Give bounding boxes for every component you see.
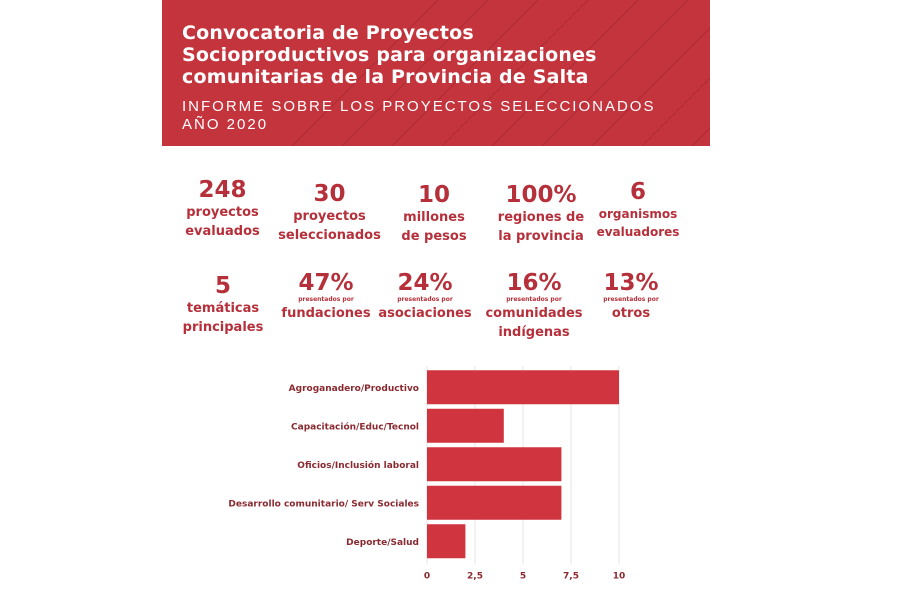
stat-label: proyectos <box>186 205 259 220</box>
bar <box>427 447 561 481</box>
x-tick-label: 7,5 <box>563 571 579 582</box>
stat-small-note: presentados por <box>506 296 562 303</box>
bar <box>427 486 561 520</box>
stat-label: temáticas <box>186 301 260 316</box>
title-line: comunitarias de la Provincia de Salta <box>182 66 589 88</box>
x-tick-label: 10 <box>612 571 626 582</box>
bar <box>427 409 504 443</box>
header-banner <box>162 0 710 146</box>
stat-organismos-evaluadores <box>590 179 686 241</box>
stat-small-note: presentados por <box>298 296 354 303</box>
stat-label: millones <box>403 210 465 225</box>
stat-label: fundaciones <box>281 306 371 321</box>
x-tick-label: 5 <box>519 571 527 582</box>
stat-comunidades-indigenas <box>482 270 586 342</box>
stat-proyectos-evaluados <box>170 177 275 241</box>
category-label: Oficios/Inclusión laboral <box>297 460 419 471</box>
category-label: Capacitación/Educ/Tecnol <box>291 422 419 433</box>
stat-value: 5 <box>214 273 231 299</box>
stat-label: comunidades <box>485 306 583 321</box>
stat-fundaciones <box>276 270 376 323</box>
stat-label: la provincia <box>498 229 584 244</box>
stat-label: seleccionados <box>278 228 381 243</box>
category-label: Deporte/Salud <box>346 537 419 548</box>
stat-label: indígenas <box>498 325 570 340</box>
stat-label: otros <box>611 306 651 321</box>
stat-label: proyectos <box>293 209 366 224</box>
stat-label: regiones de <box>497 210 585 225</box>
x-tick-label: 0 <box>423 571 431 582</box>
category-label: Desarrollo comunitario/ Serv Sociales <box>228 499 419 510</box>
stat-value: 47% <box>298 270 354 296</box>
stat-value: 30 <box>313 181 346 207</box>
page-subtitle <box>182 98 702 134</box>
stat-value: 10 <box>417 182 450 208</box>
bar <box>427 370 619 404</box>
x-tick-label: 2,5 <box>467 571 483 582</box>
stat-label: organismos <box>598 207 678 221</box>
stat-value: 16% <box>506 270 562 296</box>
stat-label: principales <box>182 320 264 335</box>
stat-value: 6 <box>629 179 646 205</box>
stat-label: evaluados <box>185 224 260 239</box>
stat-value: 13% <box>603 270 659 296</box>
bar <box>427 524 465 558</box>
category-label: Agroganadero/Productivo <box>288 383 419 394</box>
stat-millones-de-pesos <box>388 182 480 246</box>
stat-value: 248 <box>198 177 247 203</box>
stat-small-note: presentados por <box>603 296 659 303</box>
stat-label: asociaciones <box>378 306 472 321</box>
stat-value: 100% <box>505 182 577 208</box>
page-title <box>182 22 702 88</box>
stat-otros <box>586 270 676 323</box>
stat-value: 24% <box>397 270 453 296</box>
stat-small-note: presentados por <box>397 296 453 303</box>
subtitle-line: INFORME SOBRE LOS PROYECTOS SELECCIONADOS <box>182 98 656 115</box>
stat-regiones <box>492 182 590 246</box>
stat-label: evaluadores <box>596 225 680 239</box>
stat-tematicas <box>175 273 271 337</box>
title-line: Convocatoria de Proyectos <box>182 22 474 44</box>
stat-label: de pesos <box>401 229 467 244</box>
tematicas-bar-chart <box>0 360 899 590</box>
title-line: Socioproductivos para organizaciones <box>182 44 597 66</box>
subtitle-line: AÑO 2020 <box>182 116 269 133</box>
stat-proyectos-seleccionados <box>272 181 387 245</box>
stat-asociaciones <box>376 270 474 323</box>
